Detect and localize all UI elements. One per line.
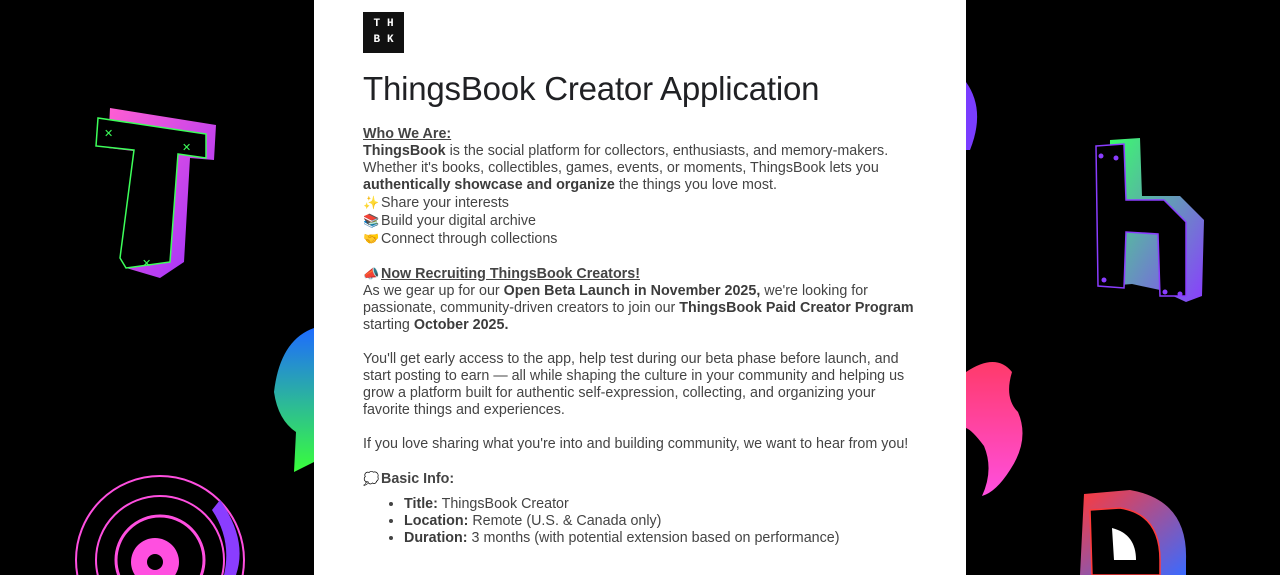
who-we-are-heading: Who We Are: (363, 126, 452, 142)
feature-text: Share your interests (381, 195, 509, 211)
list-item (404, 530, 923, 547)
feature-text: Connect through collections (381, 231, 558, 247)
logo-letter: B (373, 33, 381, 46)
feature-item (363, 230, 923, 248)
info-label: Title: (404, 496, 438, 512)
text-part: starting (363, 317, 414, 333)
bold-text: ThingsBook Paid Creator Program (679, 300, 914, 316)
list-item (404, 513, 923, 530)
brand-name: ThingsBook (363, 143, 446, 159)
letter-t-graphic (96, 108, 216, 278)
megaphone-icon: 📣 (363, 266, 380, 281)
form-description (363, 126, 923, 547)
feature-text: Build your digital archive (381, 213, 536, 229)
who-text-end: the things you love most. (614, 177, 777, 193)
books-icon: 📚 (363, 213, 380, 228)
letter-h-graphic (1096, 138, 1204, 302)
svg-text:✕: ✕ (104, 128, 114, 140)
bold-text: Open Beta Launch in November 2025, (503, 283, 761, 299)
bold-text: October 2025. (413, 317, 509, 333)
head-profile-graphic (274, 328, 314, 472)
who-we-are-text (363, 143, 923, 194)
vinyl-record-graphic (76, 476, 244, 575)
basic-info-heading (363, 471, 454, 487)
logo-letter: T (373, 18, 381, 31)
text-part: we're looking for passionate, community-driven creators to join our (363, 283, 868, 316)
thought-bubble-icon: 💭 (363, 471, 380, 486)
purple-arc-graphic (966, 82, 977, 150)
info-value: Remote (U.S. & Canada only) (468, 513, 662, 529)
who-text-part: is the social platform for collectors, enthusiasts, and memory-makers. Whether it's books, collectibles, games, events, or moments, ThingsBook lets you (363, 143, 889, 176)
info-label: Location: (404, 513, 469, 529)
list-item (404, 496, 923, 513)
who-bold-text: authentically showcase and organize (363, 177, 615, 193)
basic-info-heading-text: Basic Info: (381, 471, 455, 487)
feature-item (363, 194, 923, 212)
info-value: 3 months (with potential extension based on performance) (467, 530, 840, 546)
letter-d-graphic (1080, 490, 1186, 575)
text-part: As we gear up for our (363, 283, 504, 299)
info-value: ThingsBook Creator (437, 496, 569, 512)
recruiting-heading (363, 266, 640, 282)
flame-graphic (966, 362, 1023, 496)
logo-letter: K (386, 33, 394, 46)
logo-letter: H (386, 18, 394, 31)
info-label: Duration: (404, 530, 468, 546)
thingsbook-logo (363, 12, 404, 53)
recruiting-heading-text: Now Recruiting ThingsBook Creators! (381, 266, 640, 282)
handshake-icon: 🤝 (363, 231, 380, 246)
early-access-paragraph: You'll get early access to the app, help test during our beta phase before launch, and start posting to earn — all while shaping the culture in your community and helping us grow a platform built for authentic self-expression, collecting, and organizing your favorite things and experiences. (363, 351, 905, 418)
basic-info-list (363, 496, 923, 547)
call-to-action-paragraph: If you love sharing what you're into and building community, we want to hear from you! (363, 436, 909, 452)
svg-text:✕: ✕ (142, 258, 152, 270)
recruiting-paragraph (363, 283, 923, 334)
svg-text:✕: ✕ (182, 142, 192, 154)
sparkles-icon: ✨ (363, 195, 380, 210)
form-card (314, 0, 966, 575)
feature-item (363, 212, 923, 230)
form-title: ThingsBook Creator Application (363, 70, 820, 107)
